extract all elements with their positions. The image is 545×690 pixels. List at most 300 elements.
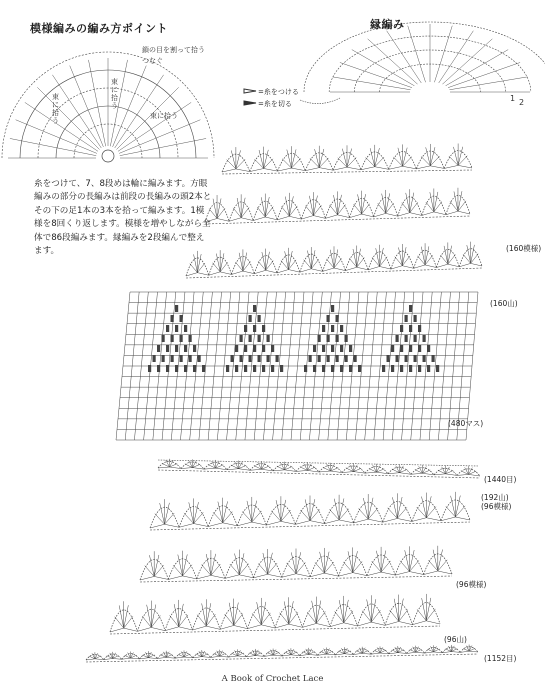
stitch-line [416,166,430,169]
stitch-line [339,573,353,577]
motif-spoke [120,138,206,155]
stitch-line [234,625,248,628]
stitch-line [174,604,179,627]
fan-motif [424,546,452,575]
stitch-line [218,502,223,523]
stitch-line [353,653,362,654]
count-lower-stitches: (1440目) [484,475,517,484]
stitch-line [165,627,179,631]
filled-block [171,335,174,342]
filled-block [418,325,421,332]
stitch-line [285,197,289,217]
filled-block [258,315,261,322]
filled-block [427,345,430,352]
fan-motif [389,144,417,169]
stitch-line [206,603,211,626]
filled-block [244,345,247,352]
filled-block [226,365,229,372]
stitch-line [273,470,285,471]
stitch-line [157,657,166,658]
stitch-line [206,626,220,629]
stitch-line [451,496,456,517]
filled-block [193,365,196,372]
filled-block [189,335,192,342]
stitch-line [281,500,286,521]
stitch-line [151,605,156,628]
filled-block [318,335,321,342]
stitch-line [300,269,311,272]
stitch-line [454,191,458,211]
fan-motif [237,497,266,526]
stitch-line [179,524,194,528]
filled-block [166,325,169,332]
attach-note: つなぐ [142,57,163,65]
stitch-line [313,216,325,219]
fan-motif [229,194,253,221]
filled-block [253,305,256,312]
stitch-line [358,194,362,214]
stitch-line [324,573,338,576]
filled-block [409,365,412,372]
fan-motif [368,245,391,270]
fan-motif [358,595,386,626]
filled-block [175,325,178,332]
stitch-line [399,247,403,265]
filled-block [331,345,334,352]
stitch-line [229,603,234,626]
filled-block [331,325,334,332]
stitch-line [350,214,362,218]
fan-motif [225,550,253,579]
stitch-line [458,211,470,214]
filled-block [340,365,343,372]
stitch-line [413,621,427,625]
filled-block [180,355,183,362]
filled-block [327,355,330,362]
filled-block [171,355,174,362]
count-upper-arcs: (160山) [490,299,518,308]
stitch-line [347,167,361,170]
stitch-line [138,627,152,631]
fan-motif [371,646,389,654]
stitch-line [330,250,334,268]
stitch-line [259,150,264,168]
stitch-line [281,521,296,524]
stitch-line [262,469,274,471]
fan-motif [211,650,229,658]
stitch-line [406,193,410,213]
stitch-line [285,470,297,472]
stitch-line [410,213,422,216]
fan-motif [389,646,407,654]
filled-block [391,345,394,352]
stitch-line [296,574,310,577]
filled-block [180,335,183,342]
stitch-line [284,601,289,624]
filled-block [271,345,274,352]
edging-row-1: 1 [510,94,516,103]
stitch-line [231,150,236,168]
stitch-line [147,605,152,628]
stitch-line [264,150,269,169]
fan-motif [165,600,193,631]
fan-motif [209,250,232,275]
stitch-line [375,148,380,167]
stitch-line [211,554,216,575]
stitch-line [422,212,434,216]
filled-block [249,315,252,322]
stitch-line [183,576,197,579]
stitch-line [262,252,266,270]
fan-motif [303,597,331,628]
stitch-line [264,655,273,656]
fan-motif [414,243,437,268]
filled-block [253,345,256,352]
stitch-line [295,521,310,525]
fan-motif [220,599,248,630]
fan-motif [457,466,480,476]
stitch-line [166,657,175,658]
filled-block [345,355,348,362]
stitch-line [263,553,268,574]
fan-motif [175,650,193,658]
stitch-line [308,470,320,472]
stitch-line [371,653,380,654]
stitch-line [334,499,339,520]
stitch-line [348,551,353,572]
stitch-line [424,571,438,575]
fan-motif [300,648,318,656]
stitch-line [285,251,289,269]
stitch-line [225,575,239,579]
stitch-line [261,197,265,217]
fan-motif [282,648,300,656]
fan-motif [434,466,457,476]
filled-block [418,345,421,352]
fan-motif [150,499,179,528]
stitch-line [371,599,376,622]
stitch-line [291,149,296,168]
count-lower-arcs: (192山) [481,493,509,502]
filled-block [157,365,160,372]
stitch-line [208,523,223,527]
stitch-line [194,524,209,527]
stitch-line [310,499,315,520]
filled-block [336,315,339,322]
filled-block [414,315,417,322]
stitch-line [412,518,427,522]
stitch-line [268,574,282,577]
stitch-line [311,269,322,272]
stitch-line [344,623,358,626]
base-chain [205,216,470,224]
stitch-line [151,627,165,630]
stitch-line [430,192,434,212]
stitch-line [193,657,202,658]
stitch-line [234,603,239,626]
filled-block [180,315,183,322]
stitch-line [371,622,385,625]
stitch-line [339,498,344,519]
fan-motif [319,463,342,473]
stitch-line [220,625,234,629]
fan-motif [330,596,358,627]
stitch-line [353,573,367,576]
stitch-line [310,521,325,524]
filled-block [345,335,348,342]
base-chain [158,470,480,478]
filled-block [396,335,399,342]
stitch-line [327,654,336,655]
stitch-line [170,467,182,469]
filled-block [409,345,412,352]
stitch-line [277,270,288,273]
pick-note-right: 束に拾う [150,112,178,120]
fan-motif [325,191,349,218]
stitch-line [86,659,95,660]
fan-motif [250,147,278,172]
stitch-line [193,468,205,470]
stitch-line [375,167,389,170]
stitch-line [254,270,265,273]
filled-block [340,345,343,352]
filled-block [358,365,361,372]
bottom-scallop-row [86,645,478,662]
stitch-line [455,496,460,517]
fan-motif [342,463,365,473]
stitch-line [324,552,329,573]
fan-motif [345,246,368,271]
stitch-line [400,473,412,475]
stitch-line [398,653,407,654]
fan-motif [295,496,324,525]
fan-motif [442,645,460,653]
filled-block [391,365,394,372]
filled-block [327,315,330,322]
filled-block [244,365,247,372]
hook-note: 鎖の目を割って拾う [142,46,205,54]
stitch-line [305,499,310,520]
motif-spoke [10,138,96,155]
filled-block [235,345,238,352]
stitch-line [441,517,456,521]
stitch-line [189,502,194,523]
fan-motif [310,548,338,577]
stitch-line [113,658,122,659]
filled-block [184,325,187,332]
stitch-line [334,268,345,271]
stitch-line [287,150,292,168]
stitch-line [403,166,417,169]
filled-block [271,365,274,372]
stitch-line [399,599,404,622]
stitch-line [168,576,182,580]
stitch-line [186,273,197,276]
stitch-line [409,572,423,575]
filled-block [258,355,261,362]
stitch-line [160,503,165,524]
stitch-line [310,573,324,577]
fan-motif [277,193,301,220]
filled-block [423,355,426,362]
stitch-line [399,621,413,624]
filled-block [331,305,334,312]
filled-block [157,345,160,352]
filled-block [184,345,187,352]
stitch-line [282,655,291,656]
stitch-line [421,247,425,265]
filled-block [240,335,243,342]
stitch-line [239,253,243,271]
stitch-line [438,550,443,571]
stitch-line [433,652,442,653]
stitch-line [397,518,412,521]
stitch-line [119,605,124,628]
lower-fan-row-3 [110,594,440,634]
stitch-line [353,551,358,572]
stitch-line [354,472,366,474]
stitch-line [178,555,183,576]
fan-motif [301,192,325,219]
fan-row-2 [205,188,470,224]
stitch-line [296,470,308,471]
fan-motif [333,145,361,170]
filled-block [387,355,390,362]
stitch-line [229,218,241,222]
fan-motif [157,651,175,659]
stitch-line [248,625,262,629]
stitch-line [237,522,252,526]
stitch-line [291,655,300,656]
filled-block [153,355,156,362]
edging-spoke [368,39,418,84]
filled-block [148,365,151,372]
filled-block [267,355,270,362]
filled-block [240,355,243,362]
stitch-line [398,148,403,166]
filled-block [400,325,403,332]
fan-motif [323,246,346,271]
pattern-point-motif [2,52,214,162]
filled-block [175,345,178,352]
fan-motif [305,146,333,171]
filled-block [166,365,169,372]
stitch-line [158,467,170,468]
stitch-line [150,524,165,528]
base-chain [150,522,470,530]
filled-block [349,345,352,352]
fan-motif [385,595,413,626]
stitch-line [236,150,241,169]
filled-block [400,365,403,372]
stitch-line [394,599,399,622]
fan-motif [208,498,237,527]
lower-scallop-row [158,459,480,478]
edging-spoke [333,77,411,90]
fan-motif [181,459,204,469]
stitch-line [301,216,313,220]
fan-motif [254,249,277,274]
motif-center-ring [102,150,114,162]
stitch-line [407,652,416,653]
fan-motif [248,598,276,629]
stitch-line [380,266,391,269]
stitch-line [320,552,325,573]
fan-row-3 [186,242,482,278]
fan-motif [446,188,470,215]
stitch-line [409,550,414,571]
stitch-line [438,571,452,574]
stitch-line [282,574,296,578]
stitch-line [391,266,402,269]
fan-motif [246,649,264,657]
fan-motif [367,547,395,576]
lower-fan-row-1 [150,492,470,530]
stitch-line [237,198,241,218]
fan-motif [140,551,168,580]
base-chain [186,268,482,278]
stitch-line [213,199,217,219]
fan-motif [361,145,389,170]
footer-book-title: A Book of Crochet Lace [221,674,324,684]
fan-motif [266,496,295,525]
pick-note-left: 束に拾う [52,93,59,125]
fan-motif [350,191,374,218]
stitch-line [323,268,334,271]
fan-motif [339,547,367,576]
stitch-line [154,555,159,576]
stitch-line [357,267,368,270]
stitch-line [333,195,337,215]
stitch-line [358,622,372,626]
filled-block [405,315,408,322]
fan-motif [264,649,282,657]
pick-note-center: 束に拾う [111,78,118,110]
filled-block [327,335,330,342]
filled-block [340,325,343,332]
stitch-line [193,626,207,630]
filled-block [414,335,417,342]
stitch-line [385,621,399,625]
stitch-line [303,623,317,627]
edging-tail [300,98,340,104]
stitch-line [122,658,131,659]
stitch-line [331,471,343,473]
fan-row-1 [222,144,472,174]
filled-block [184,365,187,372]
stitch-line [181,468,193,469]
filled-block [162,335,165,342]
stitch-line [339,520,354,523]
fan-motif [139,651,157,659]
stitch-line [165,524,180,527]
stitch-line [257,602,262,625]
stitch-line [333,167,347,170]
base-chain [222,170,472,174]
filled-block [400,345,403,352]
stitch-line [247,501,252,522]
stitch-line [289,601,294,624]
stitch-line [459,263,470,266]
filled-block [427,365,430,372]
stitch-line [261,625,275,628]
fan-motif [110,601,138,632]
stitch-line [220,656,229,657]
cut-thread-icon [244,101,256,105]
stitch-line [425,652,434,653]
fan-motif [227,461,250,471]
fan-motif [253,194,277,221]
